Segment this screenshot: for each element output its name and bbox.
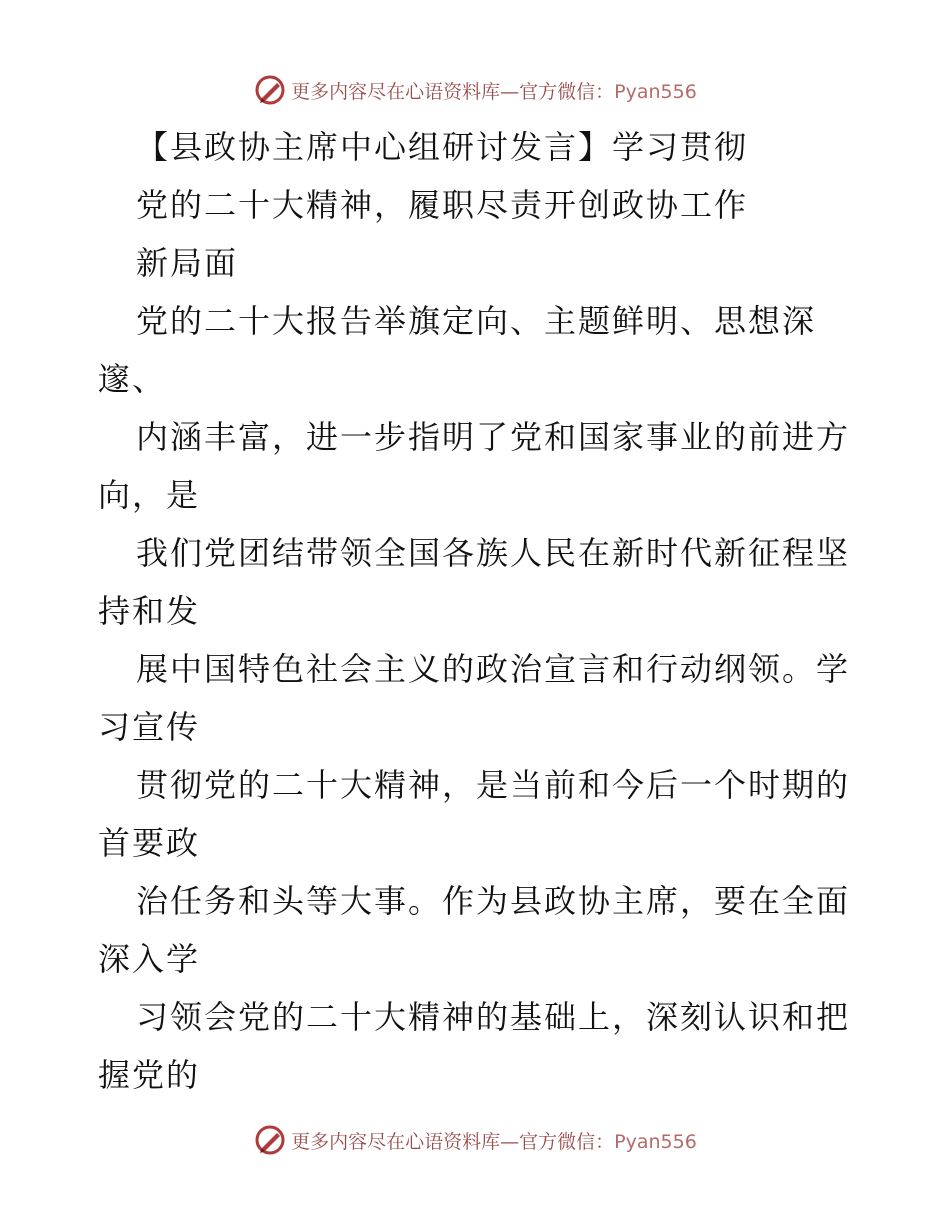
footer-banner: [0, 1120, 950, 1160]
title-line: 党的二十大精神，履职尽责开创政协工作: [136, 186, 749, 224]
header-banner: [0, 70, 950, 110]
title-line: 【县政协主席中心组研讨发言】学习贯彻: [136, 128, 749, 166]
pen-logo-icon: [253, 1123, 287, 1157]
banner-label: 更多内容尽在心语资料库—官方微信：: [291, 80, 615, 103]
body-line: 治任务和头等大事。作为县政协主席，要在全面: [136, 882, 851, 920]
body-line: 贯彻党的二十大精神，是当前和今后一个时期的: [136, 766, 851, 804]
body-line: 邃、: [98, 360, 167, 398]
pen-logo-icon: [253, 73, 287, 107]
title-line: 新局面: [136, 244, 239, 282]
body-line: 向，是: [98, 476, 201, 514]
banner-text: [291, 1127, 697, 1154]
document-content: [98, 118, 858, 1104]
body-line: 深入学: [98, 940, 201, 978]
body-line: 握党的: [98, 1056, 201, 1094]
body-line: 我们党团结带领全国各族人民在新时代新征程坚: [136, 534, 851, 572]
banner-wechat-id: Pyan556: [614, 80, 697, 103]
body-line: 展中国特色社会主义的政治宣言和行动纲领。学: [136, 650, 851, 688]
body-line: 内涵丰富，进一步指明了党和国家事业的前进方: [136, 418, 851, 456]
body-line: 首要政: [98, 824, 201, 862]
banner-wechat-id: Pyan556: [614, 1130, 697, 1153]
body-line: 习领会党的二十大精神的基础上，深刻认识和把: [136, 998, 851, 1036]
body-line: 持和发: [98, 592, 201, 630]
banner-text: [291, 77, 697, 104]
body-line: 习宣传: [98, 708, 201, 746]
body-line: 党的二十大报告举旗定向、主题鲜明、思想深: [136, 302, 817, 340]
banner-label: 更多内容尽在心语资料库—官方微信：: [291, 1130, 615, 1153]
